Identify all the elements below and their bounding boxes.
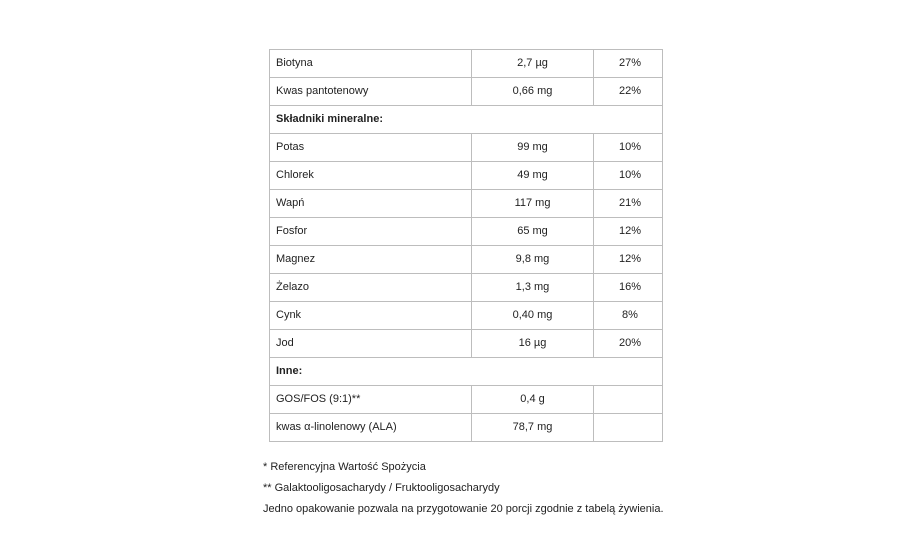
table-row bbox=[270, 218, 663, 246]
nutrient-rws-percent: 20% bbox=[594, 330, 663, 358]
nutrient-rws-percent: 21% bbox=[594, 190, 663, 218]
nutrient-rws-percent: 10% bbox=[594, 134, 663, 162]
nutrition-table-body bbox=[270, 50, 663, 442]
nutrient-rws-percent: 8% bbox=[594, 302, 663, 330]
nutrient-amount: 1,3 mg bbox=[472, 274, 594, 302]
nutrient-rws-percent: 12% bbox=[594, 218, 663, 246]
section-header-row bbox=[270, 358, 663, 386]
footnotes bbox=[263, 460, 664, 523]
nutrient-name: Fosfor bbox=[270, 218, 472, 246]
nutrient-rws-percent: 16% bbox=[594, 274, 663, 302]
nutrient-amount: 0,40 mg bbox=[472, 302, 594, 330]
table-row bbox=[270, 50, 663, 78]
footnote: ** Galaktooligosacharydy / Fruktooligosacharydy bbox=[263, 482, 500, 494]
nutrient-rws-percent: 27% bbox=[594, 50, 663, 78]
table-row bbox=[270, 190, 663, 218]
nutrient-name: Potas bbox=[270, 134, 472, 162]
nutrient-name: Cynk bbox=[270, 302, 472, 330]
nutrient-name: kwas α-linolenowy (ALA) bbox=[270, 414, 472, 442]
nutrient-name: Kwas pantotenowy bbox=[270, 78, 472, 106]
nutrient-amount: 99 mg bbox=[472, 134, 594, 162]
table-row bbox=[270, 330, 663, 358]
nutrient-name: GOS/FOS (9:1)** bbox=[270, 386, 472, 414]
nutrient-amount: 0,4 g bbox=[472, 386, 594, 414]
nutrient-amount: 65 mg bbox=[472, 218, 594, 246]
table-row bbox=[270, 162, 663, 190]
nutrient-name: Biotyna bbox=[270, 50, 472, 78]
nutrient-amount: 78,7 mg bbox=[472, 414, 594, 442]
nutrient-amount: 117 mg bbox=[472, 190, 594, 218]
table-row bbox=[270, 414, 663, 442]
nutrient-rws-percent bbox=[594, 414, 663, 442]
section-header: Inne: bbox=[270, 358, 663, 386]
nutrient-amount: 0,66 mg bbox=[472, 78, 594, 106]
nutrient-rws-percent: 10% bbox=[594, 162, 663, 190]
nutrient-name: Chlorek bbox=[270, 162, 472, 190]
nutrient-name: Żelazo bbox=[270, 274, 472, 302]
footnote: * Referencyjna Wartość Spożycia bbox=[263, 461, 426, 473]
nutrient-amount: 16 µg bbox=[472, 330, 594, 358]
nutrient-name: Wapń bbox=[270, 190, 472, 218]
nutrient-amount: 2,7 µg bbox=[472, 50, 594, 78]
nutrient-name: Jod bbox=[270, 330, 472, 358]
nutrition-table bbox=[269, 49, 663, 442]
nutrient-amount: 9,8 mg bbox=[472, 246, 594, 274]
section-header: Składniki mineralne: bbox=[270, 106, 663, 134]
nutrient-rws-percent bbox=[594, 386, 663, 414]
table-row bbox=[270, 302, 663, 330]
nutrient-rws-percent: 22% bbox=[594, 78, 663, 106]
footnote: Jedno opakowanie pozwala na przygotowanie 20 porcji zgodnie z tabelą żywienia. bbox=[263, 503, 664, 515]
nutrient-name: Magnez bbox=[270, 246, 472, 274]
section-header-row bbox=[270, 106, 663, 134]
nutrient-amount: 49 mg bbox=[472, 162, 594, 190]
table-row bbox=[270, 134, 663, 162]
table-row bbox=[270, 274, 663, 302]
table-row bbox=[270, 78, 663, 106]
nutrient-rws-percent: 12% bbox=[594, 246, 663, 274]
table-row bbox=[270, 386, 663, 414]
table-row bbox=[270, 246, 663, 274]
